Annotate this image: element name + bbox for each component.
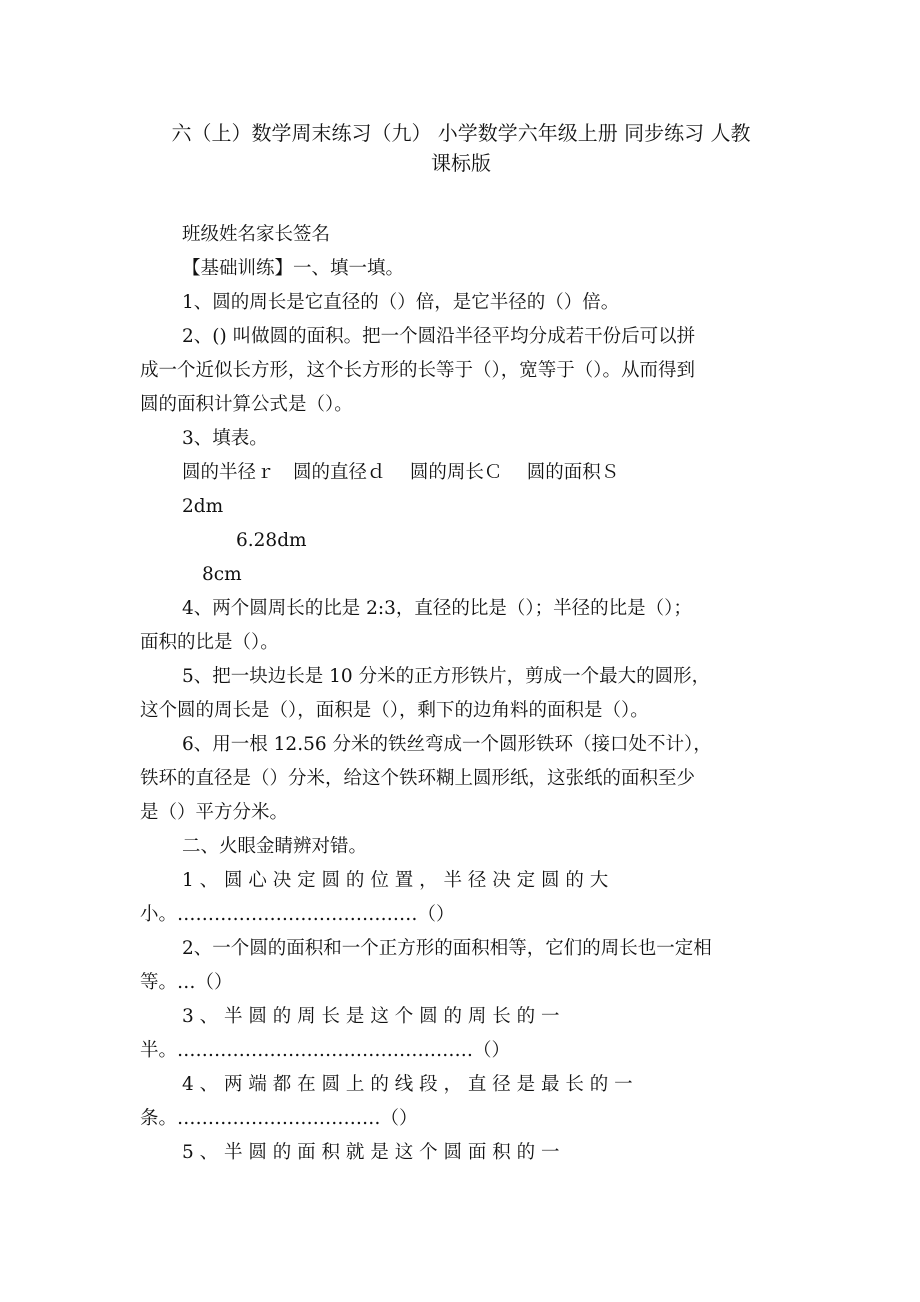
title-line-2: 课标版 xyxy=(431,151,491,175)
table-row-3: 8cm xyxy=(202,564,242,585)
question-2-line-1: 2、() 叫做圆的面积。把一个圆沿半径平均分成若干份后可以拼 xyxy=(182,326,696,347)
table-header: 圆的半径ｒ 圆的直径ｄ 圆的周长Ｃ 圆的面积Ｓ xyxy=(182,462,620,483)
section2-heading: 二、火眼金睛辨对错。 xyxy=(182,836,368,857)
table-row-1: 2dm xyxy=(182,496,224,517)
document-title xyxy=(140,118,782,178)
question-5-line-1: 5、把一块边长是 10 分米的正方形铁片，剪成一个最大的圆形， xyxy=(182,666,711,687)
question-2-line-2: 成一个近似长方形，这个长方形的长等于（），宽等于（）。从而得到 xyxy=(140,360,696,381)
question-5-line-2: 这个圆的周长是（），面积是（），剩下的边角料的面积是（）。 xyxy=(140,700,649,721)
question-6-line-2: 铁环的直径是（）分米，给这个铁环糊上圆形纸，这张纸的面积至少 xyxy=(140,768,696,789)
question-2-line-3: 圆的面积计算公式是（）。 xyxy=(140,394,353,415)
judgement-2-line-2: 等。…（） xyxy=(140,972,233,993)
judgement-2-line-1: 2、一个圆的面积和一个正方形的面积相等，它们的周长也一定相 xyxy=(182,938,712,959)
question-6-line-3: 是（）平方分米。 xyxy=(140,802,289,823)
judgement-1-line-1: 1 、 圆 心 决 定 圆 的 位 置 ， 半 径 决 定 圆 的 大 xyxy=(182,870,609,891)
judgement-3-line-1: 3 、 半 圆 的 周 长 是 这 个 圆 的 周 长 的 一 xyxy=(182,1006,560,1027)
judgement-1-line-2: 小。…………………………………（） xyxy=(140,904,455,925)
judgement-4-line-1: 4 、 两 端 都 在 圆 上 的 线 段 ， 直 径 是 最 长 的 一 xyxy=(182,1074,633,1095)
header-line: 班级姓名家长签名 xyxy=(182,224,331,245)
question-1: 1、圆的周长是它直径的（）倍，是它半径的（）倍。 xyxy=(182,292,620,313)
judgement-3-line-2: 半。…………………………………………（） xyxy=(140,1040,511,1061)
judgement-5-line-1: 5 、 半 圆 的 面 积 就 是 这 个 圆 面 积 的 一 xyxy=(182,1142,560,1163)
section1-heading: 【基础训练】一、填一填。 xyxy=(182,258,405,279)
question-6-line-1: 6、用一根 12.56 分米的铁丝弯成一个圆形铁环（接口处不计）， xyxy=(182,734,712,755)
judgement-4-line-2: 条。……………………………（） xyxy=(140,1108,418,1129)
title-line-1: 六（上）数学周末练习（九） 小学数学六年级上册 同步练习 人教 xyxy=(171,121,751,145)
table-row-2: 6.28dm xyxy=(236,530,307,551)
question-4-line-1: 4、两个圆周长的比是 2:3，直径的比是（）；半径的比是（）； xyxy=(182,598,692,619)
question-3: 3、填表。 xyxy=(182,428,268,449)
question-4-line-2: 面积的比是（）。 xyxy=(140,632,279,653)
